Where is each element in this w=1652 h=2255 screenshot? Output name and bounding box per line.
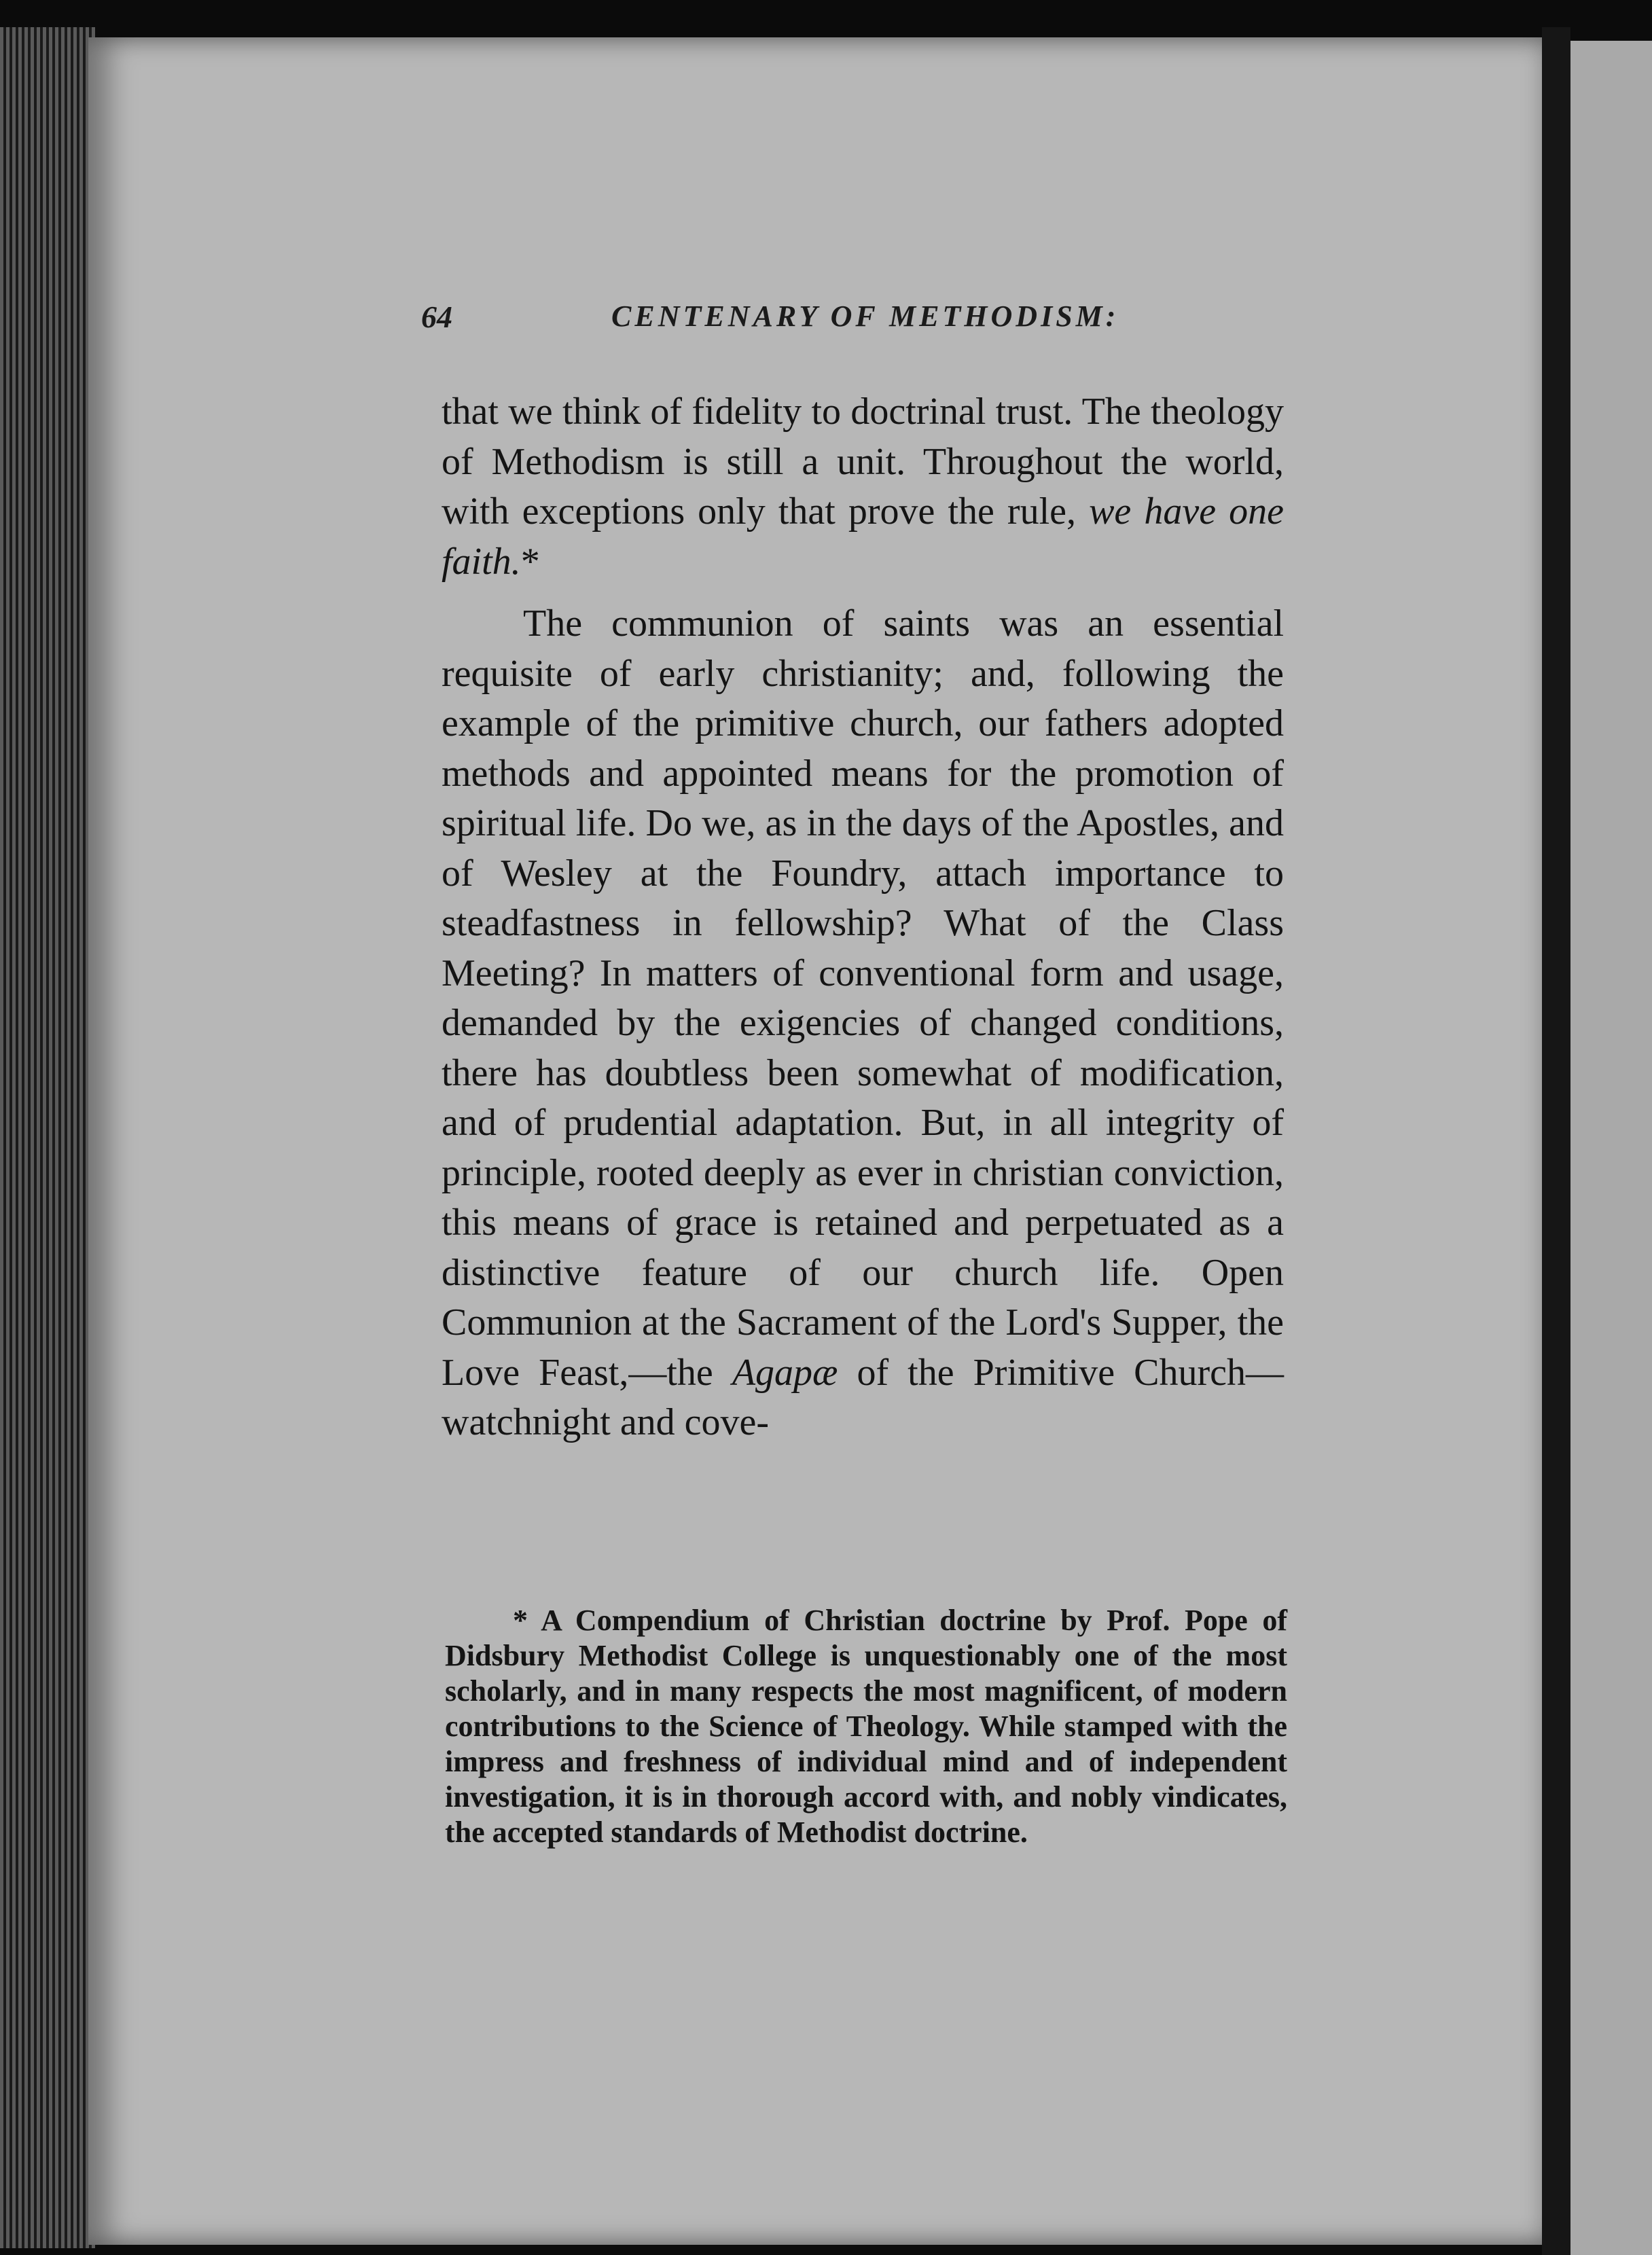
paragraph-2-text-a: The communion of saints was an essential requisite of early christianity; and, following the example of the primitive church, our fathers adopted methods and appointed means for the promotion of spiritual life. Do we, as in the days of the Apostles, and of Wesley at the Foundry, attach importance to steadfastness in fellowship? What of the Class Meeting? In matters of conventional form and usage, demanded by the exigencies of changed conditions, there has doubtless been somewhat of modification, and of prudential adaptation. But, in all integrity of principle, rooted deeply as ever in christian conviction, this means of grace is retained and perpetuated as a distinctive feature of our church life. Open Communion at the Sacrament of the Lord's Supper, the Love Feast,—the [442, 602, 1284, 1394]
footnote [445, 1603, 1287, 1850]
running-head: CENTENARY OF METHODISM: [611, 300, 1119, 333]
paragraph-1 [442, 387, 1284, 587]
paragraph-1-italic: we have one faith. [442, 490, 1285, 583]
page-header [421, 299, 1263, 346]
footnote-mark: * [520, 540, 540, 583]
paragraph-2-italic: Agapæ [732, 1351, 838, 1394]
facing-page-edge [1570, 41, 1652, 2255]
footnote-text: * A Compendium of Christian doctrine by Prof. Pope of Didsbury Methodist College is unquestionably one of the most scholarly, and in many respects the most magnificent, of modern contributions to the Science of Theology. While stamped with the impress and freshness of individual mind and of independent investigation, it is in thorough accord with, and nobly vindicates, the accepted standards of Methodist doctrine. [445, 1604, 1287, 1849]
book-gutter [1542, 27, 1570, 2255]
paragraph-2-text-b: of the Primitive Church—watchnight and cove- [442, 1351, 1285, 1443]
page-edges [0, 27, 95, 2248]
paragraph-2 [442, 599, 1284, 1448]
paragraph-1-text: that we think of fidelity to doctrinal trust. The theology of Methodism is still a unit. Throughout the world, with exceptions only that prove the rule, [442, 391, 1284, 533]
page-number: 64 [421, 300, 452, 334]
body-text [442, 387, 1284, 1448]
